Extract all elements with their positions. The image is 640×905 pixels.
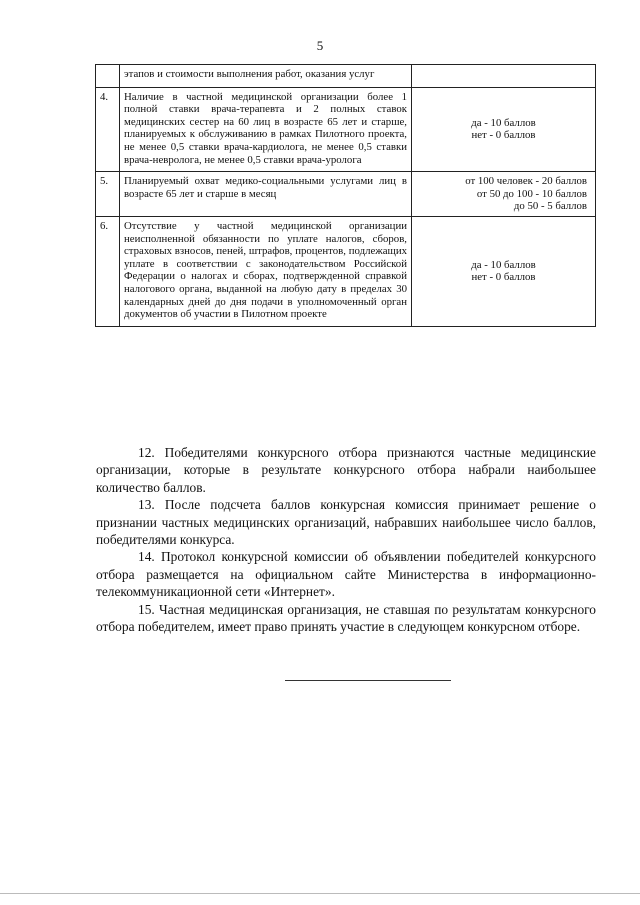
criteria-table <box>95 64 596 327</box>
table-row <box>96 216 596 326</box>
table-row <box>96 172 596 217</box>
score-option: да - 10 баллов <box>471 116 536 129</box>
body-text <box>96 444 596 635</box>
paragraph-15: 15. Частная медицинская организация, не ставшая по результатам конкурсного отбора победителем, имеет право принять участие в следующем конкурсном отборе. <box>96 601 596 635</box>
score-option: от 100 человек - 20 баллов <box>465 175 587 188</box>
score-option: до 50 - 5 баллов <box>513 200 587 213</box>
end-separator-line <box>285 680 451 681</box>
page-number: 5 <box>316 38 324 53</box>
table-row <box>96 87 596 172</box>
criterion-text: этапов и стоимости выполнения работ, оказания услуг <box>120 65 412 88</box>
table-row <box>96 65 596 88</box>
page-bottom-rule <box>0 893 640 894</box>
criterion-text: Наличие в частной медицинской организации более 1 полной ставки врача-терапевта и 2 полных ставок медицинских сестер на 60 лиц в возрасте 65 лет и старше, планируемых к обслуживанию в рамках Пилотного проекта, не менее 0,5 ставки врача-кардиолога, не менее 0,5 ставки врача-невролога, не менее 0,5 ставки врача-уролога <box>120 87 412 172</box>
score-option: нет - 0 баллов <box>471 129 536 142</box>
score-option: нет - 0 баллов <box>471 271 536 284</box>
score-option: от 50 до 100 - 10 баллов <box>476 187 587 200</box>
criterion-text: Отсутствие у частной медицинской организации неисполненной обязанности по уплате налогов, сборов, страховых взносов, пеней, штрафов, процентов, подлежащих уплате в соответствии с законодательством Российской Федерации о налогах и сборах, подтвержденной справкой налогового органа, выданной на любую дату в пределах 30 календарных дней до дня подачи в уполномоченный орган документов об участии в Пилотном проекте <box>120 216 412 326</box>
criterion-text: Планируемый охват медико-социальными услугами лиц в возрасте 65 лет и старше в месяц <box>120 172 412 217</box>
paragraph-12: 12. Победителями конкурсного отбора признаются частные медицинские организации, которые в результате конкурсного отбора набрали наибольшее количество баллов. <box>96 445 596 495</box>
score-cell <box>412 216 596 326</box>
score-cell <box>412 65 596 88</box>
score-cell <box>412 87 596 172</box>
row-number <box>96 65 120 88</box>
row-number: 4. <box>96 87 120 172</box>
row-number: 6. <box>96 216 120 326</box>
paragraph-14: 14. Протокол конкурсной комиссии об объявлении победителей конкурсного отбора размещается на официальном сайте Министерства в информационно-телекоммуникационной сети «Интернет». <box>96 549 596 600</box>
score-option: да - 10 баллов <box>471 258 536 271</box>
paragraph-13: 13. После подсчета баллов конкурсная комиссия принимает решение о признании частных медицинских организаций, набравших наибольшее число баллов, победителями конкурса. <box>96 497 596 548</box>
score-cell <box>412 172 596 217</box>
row-number: 5. <box>96 172 120 217</box>
